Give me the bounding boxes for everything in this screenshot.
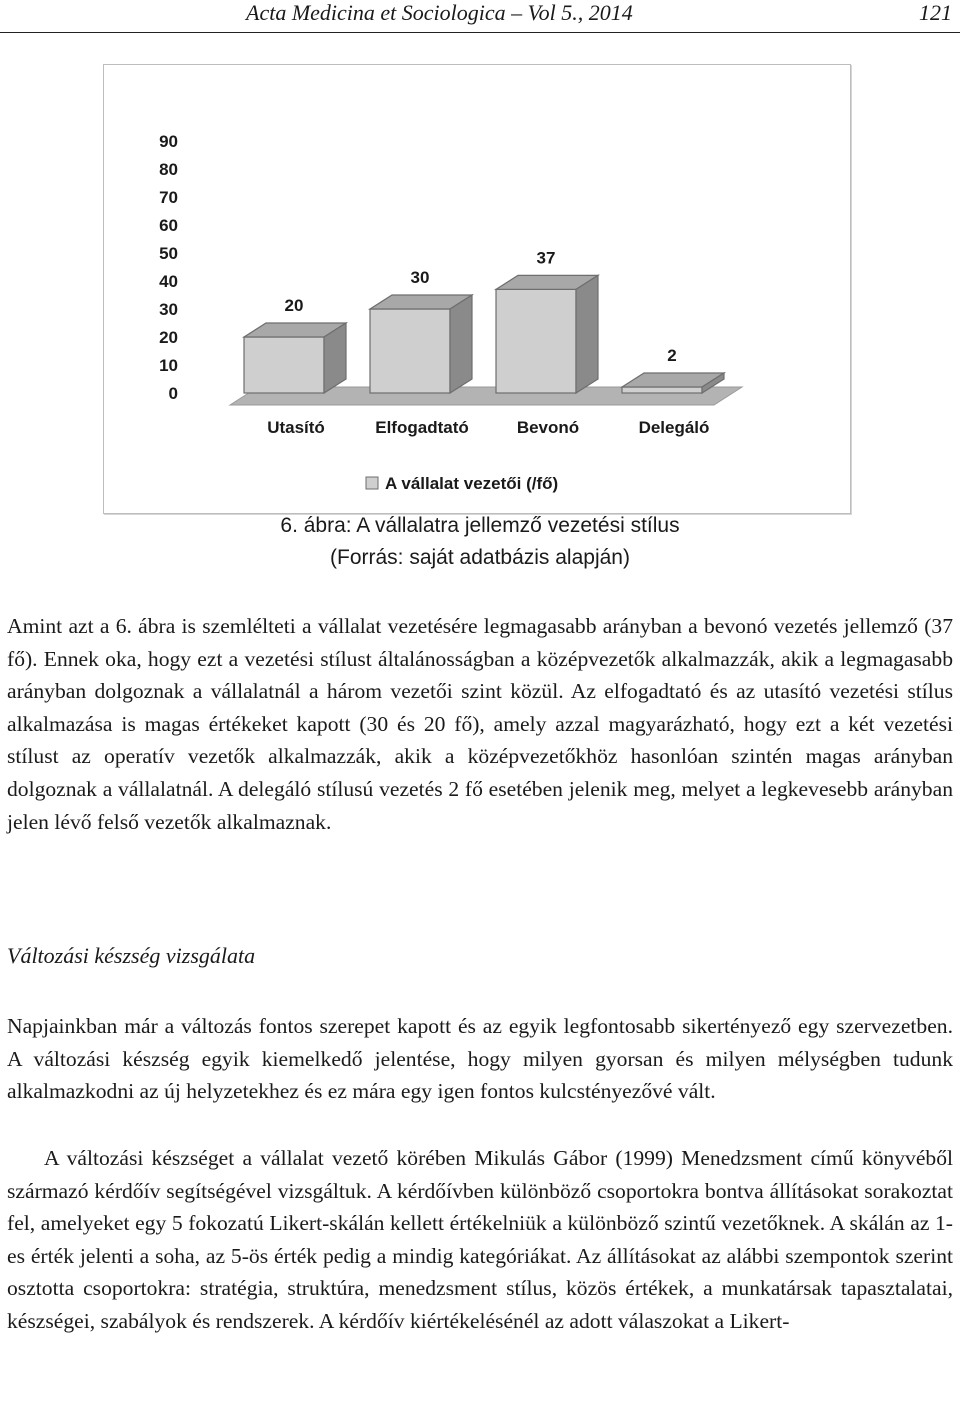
x-tick-label: Delegáló [638, 418, 710, 437]
bar [370, 309, 450, 393]
y-tick-label: 80 [159, 160, 178, 179]
bar [496, 289, 576, 393]
x-tick-label: Elfogadtató [375, 418, 469, 437]
y-tick-label: 50 [159, 244, 178, 263]
body-paragraph-1: Amint azt a 6. ábra is szemlélteti a vállalat vezetésére legmagasabb arányban a bevonó vezetés jellemző (37 fő). Ennek oka, hogy ezt a vezetési stílust általánosságban a középvezetők alkalmazzák, akik a legmagasabb arányban dolgoznak a vállalatnál a három vezetői szint közül. Az elfogadtató és az utasító vezetési stílus alkalmazása is magas értékeket kapott (30 és 20 fő), amely azzal magyarázható, hogy ezt a két vezetési stílust az operatív vezetők alkalmazzák, akik a középvezetőkhöz hasonlóan szintén magas arányban dolgoznak a vállalatnál. A delegáló stílusú vezetés 2 fő esetében jelenik meg, melyet a legkevesebb arányban jelen lévő felső vezetők alkalmaznak. [7, 614, 953, 834]
figure-chart [103, 64, 851, 514]
page-number: 121 [919, 0, 952, 25]
journal-title: Acta Medicina et Sociologica – Vol 5., 2014 [246, 0, 633, 25]
bar [244, 337, 324, 393]
legend-swatch [366, 477, 378, 489]
y-tick-label: 70 [159, 188, 178, 207]
y-tick-label: 60 [159, 216, 178, 235]
x-tick-label: Utasító [267, 418, 325, 437]
section-heading: Változási készség vizsgálata [7, 943, 256, 968]
bar-value-label: 2 [667, 346, 677, 365]
y-tick-label: 20 [159, 328, 178, 347]
legend-label: A vállalat vezetői (/fő) [385, 474, 559, 493]
bar-value-label: 30 [410, 268, 430, 287]
bar-value-label: 37 [536, 248, 556, 268]
figure-caption: 6. ábra: A vállalatra jellemző vezetési stílus [280, 514, 680, 537]
bar-value-label: 20 [284, 296, 304, 315]
x-tick-label: Bevonó [516, 418, 580, 437]
running-header [0, 0, 960, 33]
y-tick-label: 30 [159, 300, 178, 319]
figure-source: (Forrás: saját adatbázis alapján) [330, 546, 630, 569]
y-tick-label: 10 [159, 356, 178, 375]
body-paragraph-3: A változási készséget a vállalat vezető körében Mikulás Gábor (1999) Menedzsment című könyvéből származó kérdőív segítségével vizsgáltuk. A kérdőívben különböző csoportokra bontva állításokat sorakoztat fel, amelyeket egy 5 fokozatú Likert-skálán kellett értékelniük a különböző szintű vezetőknek. A skálán az 1-es érték jelenti a soha, az 5-ös érték pedig a mindig kategóriákat. Az állításokat az alábbi szempontok szerint osztotta csoportokra: stratégia, struktúra, menedzsment stílus, közös értékek, a munkatársak tapasztalatai, készségei, szabályok és rendszerek. A kérdőív kiértékelésénél az adott válaszokat a Likert- [7, 1146, 953, 1333]
y-tick-label: 0 [168, 384, 178, 403]
bar-chart [104, 65, 850, 513]
body-paragraph-2: Napjainkban már a változás fontos szerepet kapott és az egyik legfontosabb sikertényező egy szervezetben. A változási készség egyik kiemelkedő jelentése, hogy milyen gyorsan és milyen mélységben tudunk alkalmazkodni az új helyzetekhez és ez mára egy igen fontos kulcstényezővé vált. [7, 1014, 953, 1104]
bar [622, 387, 702, 393]
y-tick-label: 90 [159, 132, 178, 151]
y-tick-label: 40 [159, 272, 178, 291]
bar-side [450, 295, 472, 393]
bar-side [576, 275, 598, 393]
